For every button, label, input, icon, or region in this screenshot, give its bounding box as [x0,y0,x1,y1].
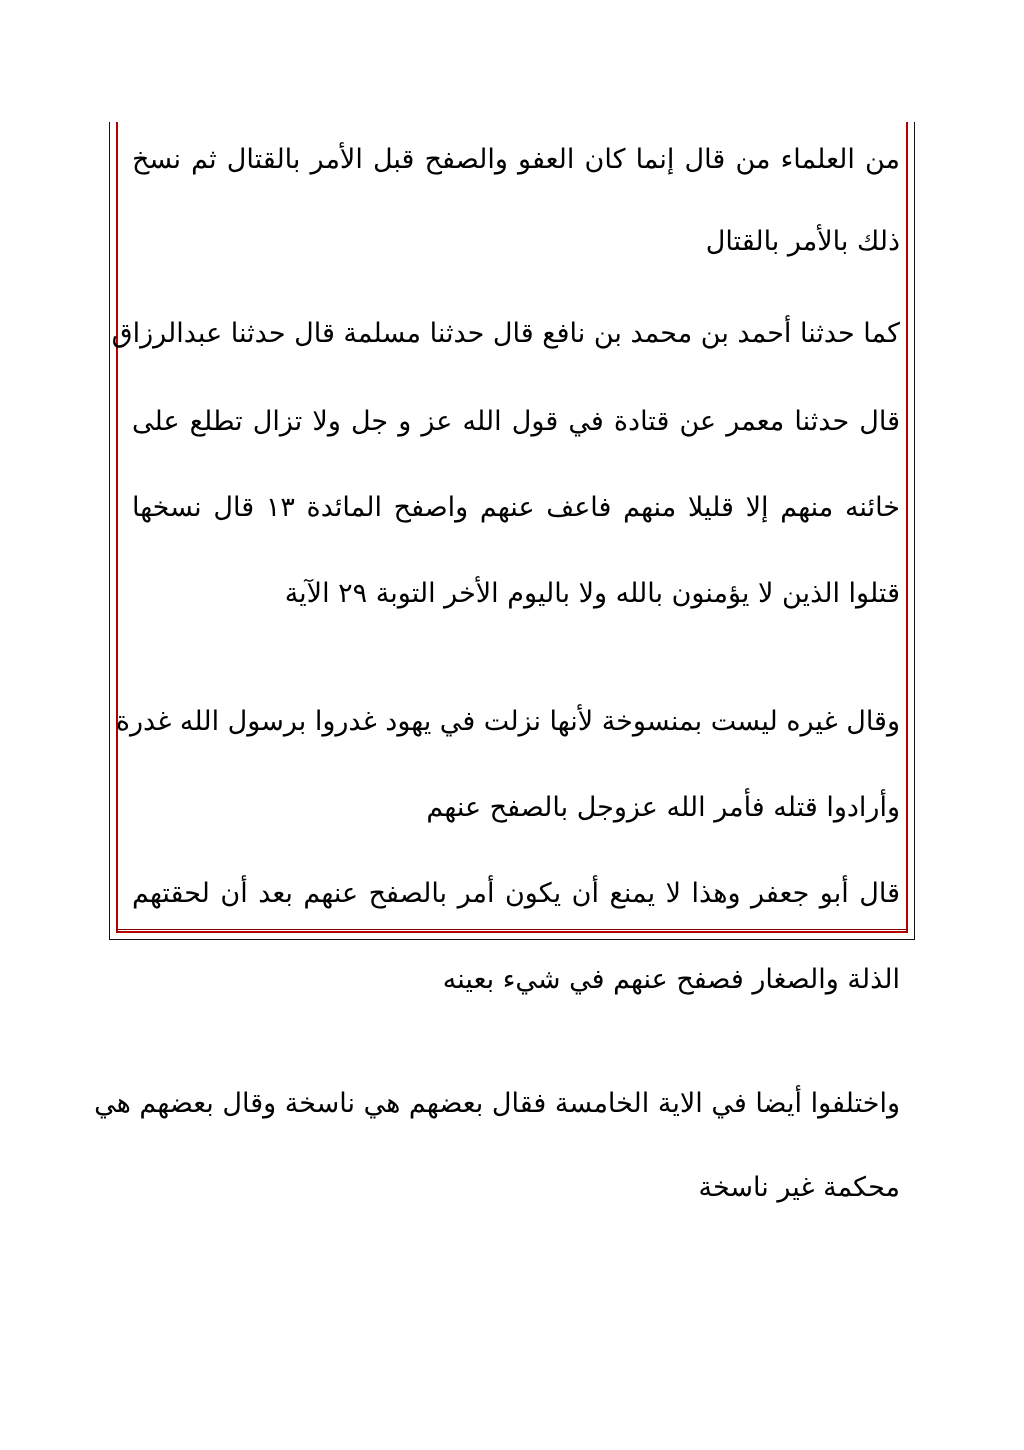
text-line-3: كما حدثنا أحمد بن محمد بن نافع قال حدثنا مسلمة قال حدثنا عبدالرزاق [111,318,900,349]
text-line-1: من العلماء من قال إنما كان العفو والصفح قبل الأمر بالقتال ثم نسخ [132,144,900,175]
text-line-11: واختلفوا أيضا في الاية الخامسة فقال بعضهم هي ناسخة وقال بعضهم هي [94,1088,900,1119]
text-line-2: ذلك بالأمر بالقتال [705,226,900,257]
right-red-rule [906,122,908,933]
text-line-6: قتلوا الذين لا يؤمنون بالله ولا باليوم الأخر التوبة ٢٩ الآية [284,578,900,609]
text-line-8: وأرادوا قتله فأمر الله عزوجل بالصفح عنهم [426,792,900,823]
arabic-text-block [94,122,900,1203]
text-line-10: الذلة والصغار فصفح عنهم في شيء بعينه [442,964,900,995]
left-red-rule [116,122,118,933]
page-border-frame [94,122,915,1203]
text-line-9: قال أبو جعفر وهذا لا يمنع أن يكون أمر بالصفح عنهم بعد أن لحقتهم [132,878,900,909]
text-line-7: وقال غيره ليست بمنسوخة لأنها نزلت في يهود غدروا برسول الله غدرة [115,706,900,737]
text-line-5: خائنه منهم إلا قليلا منهم فاعف عنهم واصفح المائدة ١٣ قال نسخها [132,492,900,523]
text-line-12: محكمة غير ناسخة [698,1172,900,1203]
text-line-4: قال حدثنا معمر عن قتادة في قول الله عز و جل ولا تزال تطلع على [132,406,900,437]
